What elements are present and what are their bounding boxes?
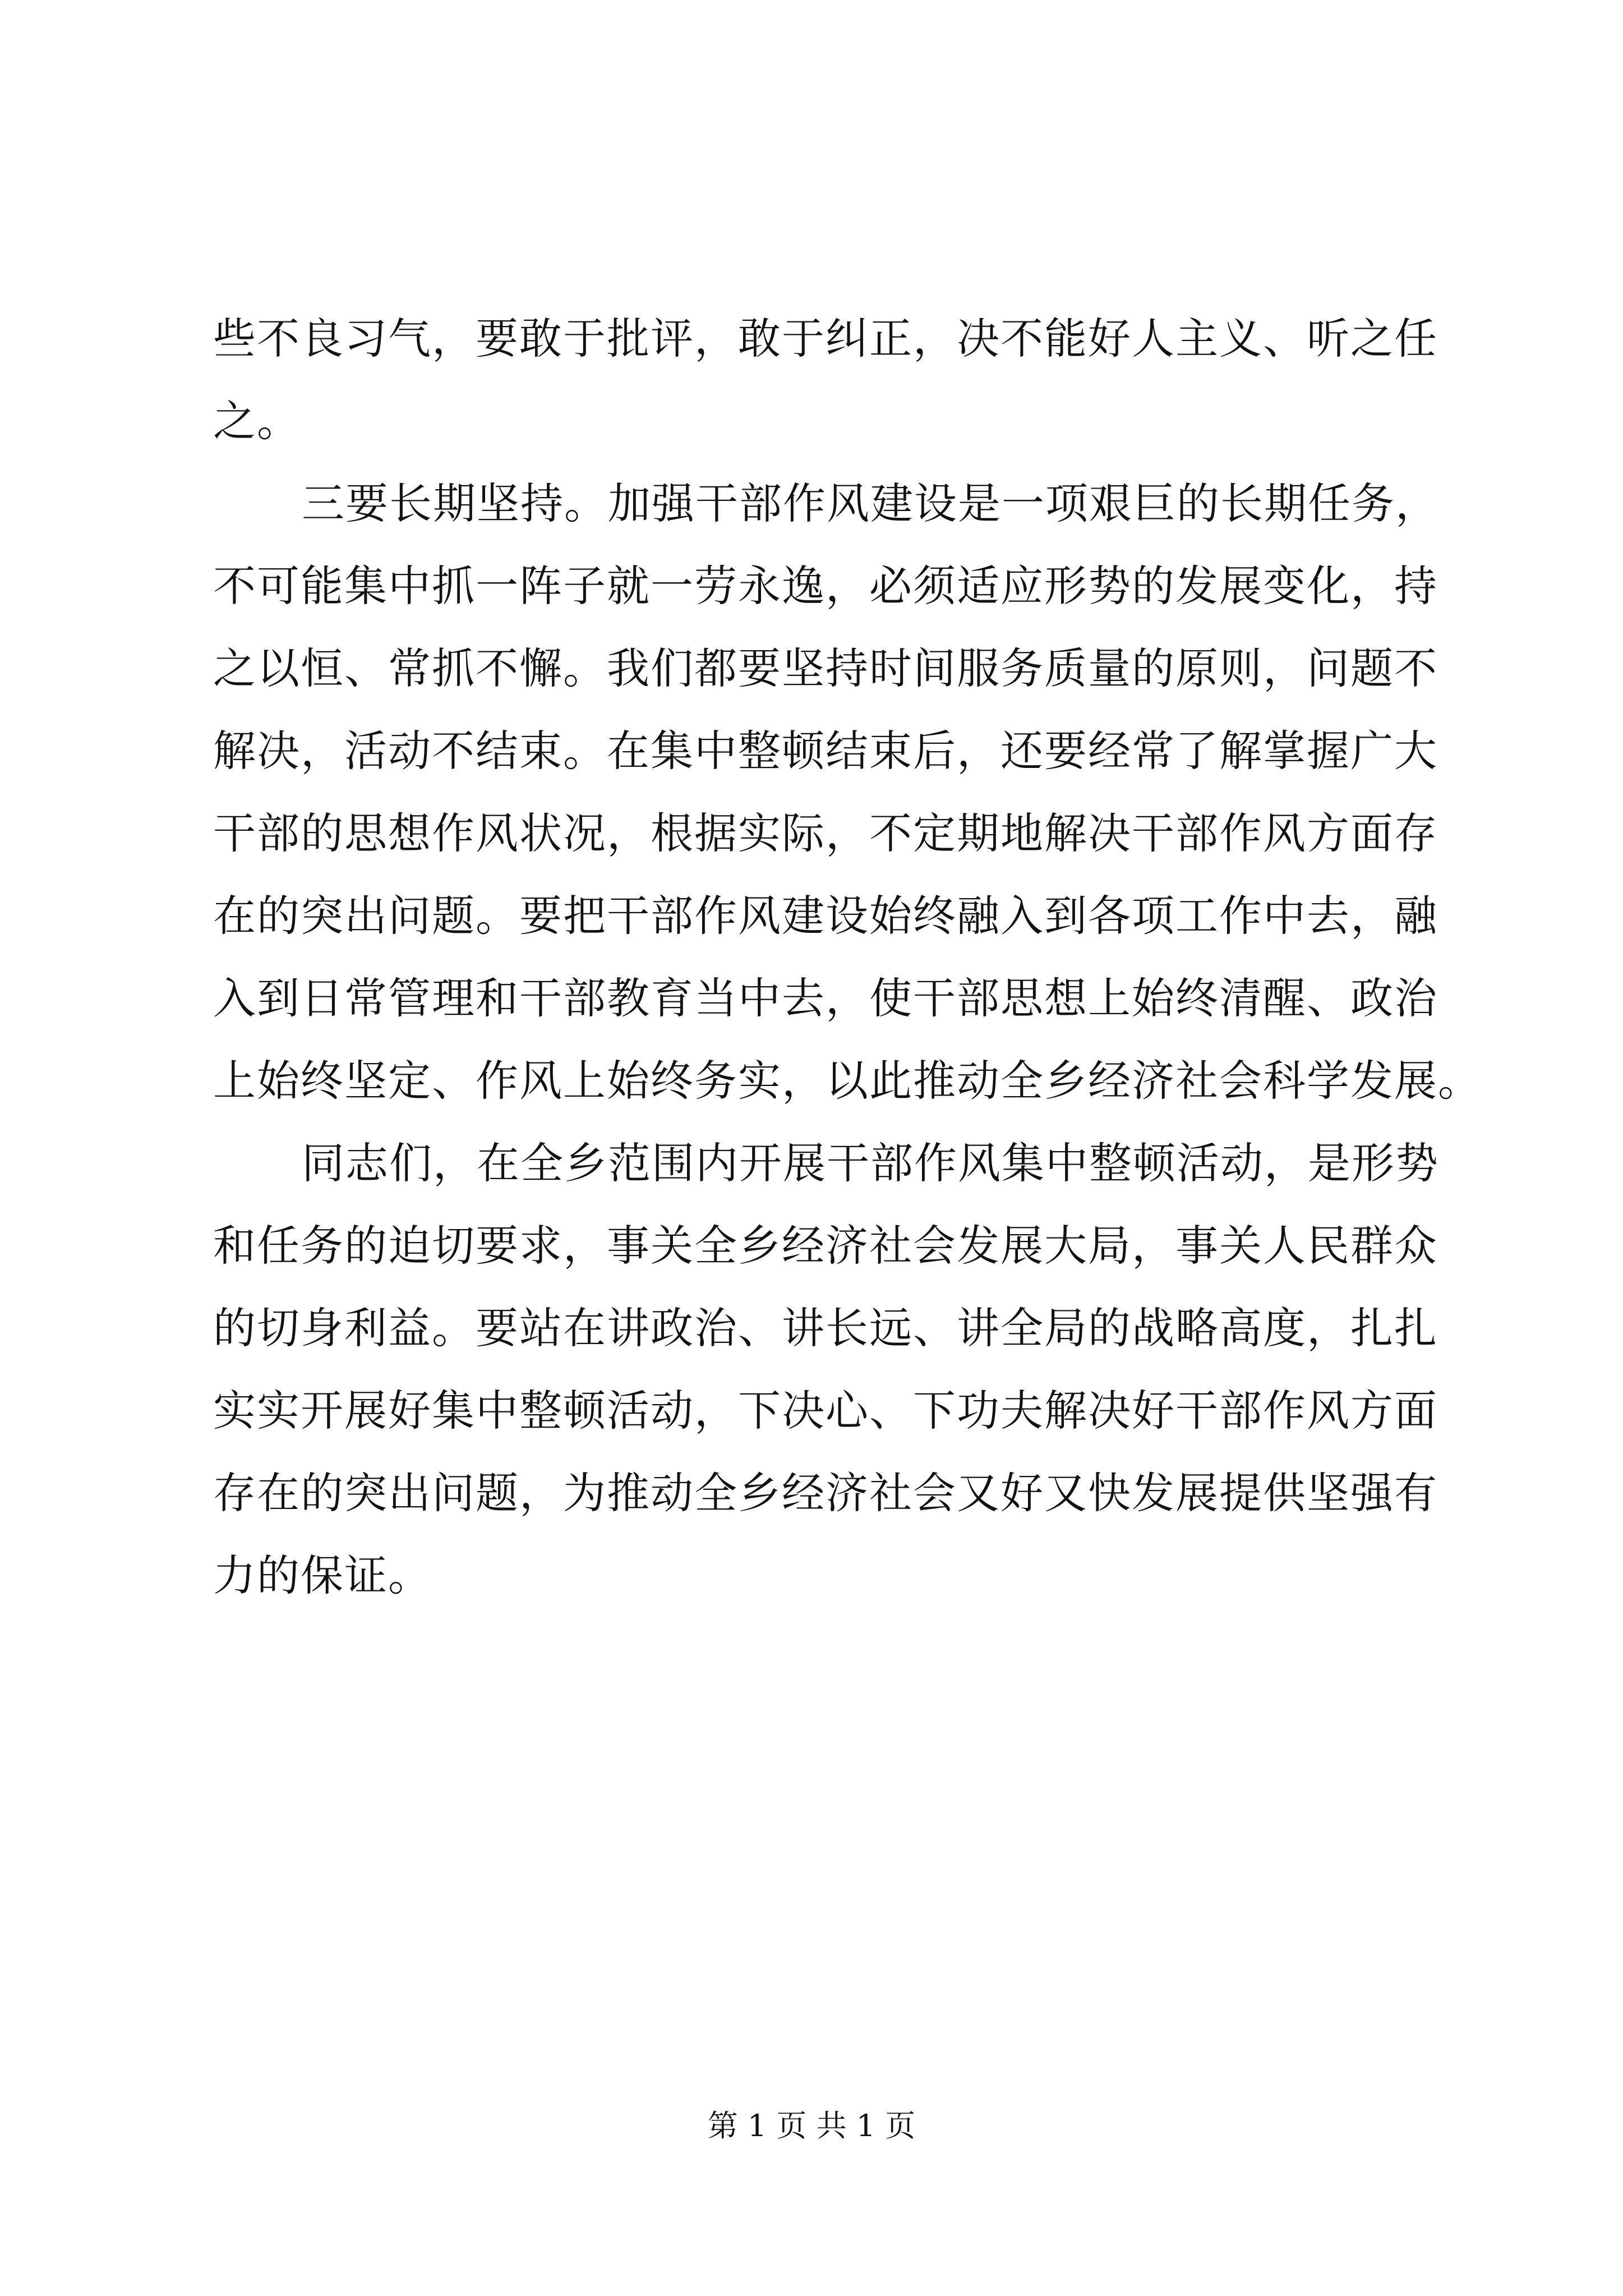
text-line: 入到日常管理和干部教育当中去，使干部思想上始终清醒、政治: [213, 973, 1438, 1023]
text-line: 之。: [213, 396, 301, 446]
text-line: 和任务的迫切要求，事关全乡经济社会发展大局，事关人民群众: [213, 1221, 1438, 1271]
document-body: [213, 297, 1482, 1617]
paragraph-start-line: 同志们，在全乡范围内开展干部作风集中整顿活动，是形势: [302, 1138, 1439, 1188]
text-line: 力的保证。: [213, 1550, 432, 1600]
text-line: 干部的思想作风状况，根据实际，不定期地解决干部作风方面存: [213, 808, 1438, 858]
text-line: 些不良习气，要敢于批评，敢于纠正，决不能好人主义、听之任: [213, 314, 1438, 364]
text-line: 不可能集中抓一阵子就一劳永逸，必须适应形势的发展变化，持: [213, 561, 1438, 611]
paragraph-start-line: 三要长期坚持。加强干部作风建设是一项艰巨的长期任务，: [302, 478, 1439, 528]
text-line: 之以恒、常抓不懈。我们都要坚持时间服务质量的原则，问题不: [213, 643, 1438, 693]
text-line: 解决，活动不结束。在集中整顿结束后，还要经常了解掌握广大: [213, 726, 1438, 776]
text-line: 的切身利益。要站在讲政治、讲长远、讲全局的战略高度，扎扎: [213, 1303, 1438, 1353]
text-line: 在的突出问题。要把干部作风建设始终融入到各项工作中去，融: [213, 891, 1438, 941]
text-line: 存在的突出问题，为推动全乡经济社会又好又快发展提供坚强有: [213, 1468, 1438, 1518]
page-number-footer: 第 1 页 共 1 页: [707, 2108, 916, 2143]
text-line: 上始终坚定、作风上始终务实，以此推动全乡经济社会科学发展。: [213, 1056, 1482, 1106]
text-line: 实实开展好集中整顿活动，下决心、下功夫解决好干部作风方面: [213, 1386, 1438, 1435]
